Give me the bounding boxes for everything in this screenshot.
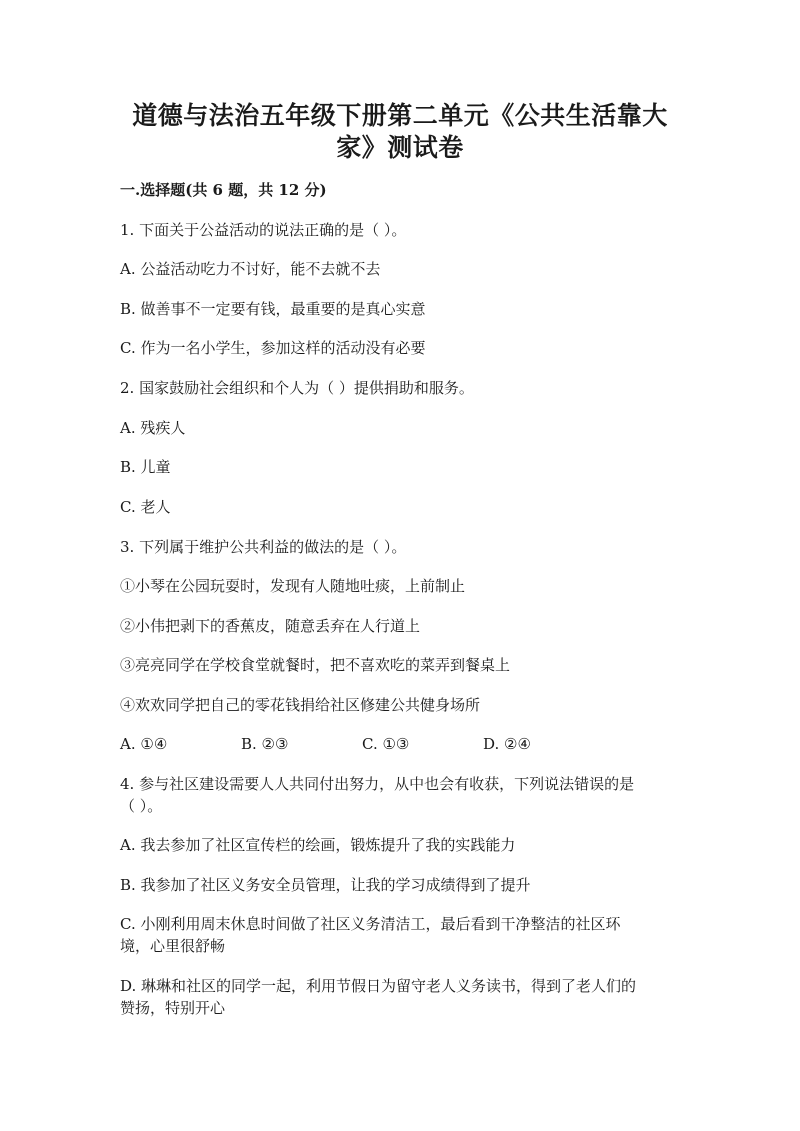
question-3-option-d: D. ②④	[483, 735, 531, 753]
question-2-option-b: B. 儿童	[120, 458, 171, 476]
question-4-stem-line-2: （ ）。	[120, 797, 163, 815]
question-3-stem: 3. 下列属于维护公共利益的做法的是（ ）。	[120, 538, 407, 556]
question-3-statement-1: ①小琴在公园玩耍时，发现有人随地吐痰，上前制止	[120, 577, 466, 595]
question-3-option-c: C. ①③	[362, 735, 410, 753]
page-title-line-1: 道德与法治五年级下册第二单元《公共生活靠大	[132, 101, 668, 130]
question-1-option-c: C. 作为一名小学生，参加这样的活动没有必要	[120, 339, 426, 357]
question-4-option-c-line-2: 境，心里很舒畅	[120, 937, 226, 955]
question-1-option-b: B. 做善事不一定要有钱，最重要的是真心实意	[120, 300, 426, 318]
question-3-statement-2: ②小伟把剥下的香蕉皮，随意丢弃在人行道上	[120, 617, 421, 635]
question-4-option-d-line-1: D. 琳琳和社区的同学一起，利用节假日为留守老人义务读书，得到了老人们的	[120, 977, 637, 995]
question-2-stem: 2. 国家鼓励社会组织和个人为（ ）提供捐助和服务。	[120, 379, 474, 397]
question-4-option-c-line-1: C. 小刚利用周末休息时间做了社区义务清洁工，最后看到干净整洁的社区环	[120, 915, 621, 933]
question-1-option-a: A. 公益活动吃力不讨好，能不去就不去	[120, 260, 381, 278]
question-2-option-a: A. 残疾人	[120, 419, 186, 437]
question-3-statement-4: ④欢欢同学把自己的零花钱捐给社区修建公共健身场所	[120, 696, 481, 714]
question-3-statement-3: ③亮亮同学在学校食堂就餐时，把不喜欢吃的菜弄到餐桌上	[120, 656, 511, 674]
question-4-stem-line-1: 4. 参与社区建设需要人人共同付出努力，从中也会有收获，下列说法错误的是	[120, 775, 635, 793]
question-4-option-b: B. 我参加了社区义务安全员管理，让我的学习成绩得到了提升	[120, 876, 531, 894]
section-heading: 一.选择题(共 6 题，共 12 分)	[120, 181, 327, 199]
question-4-option-a: A. 我去参加了社区宣传栏的绘画，锻炼提升了我的实践能力	[120, 836, 516, 854]
question-3-option-a: A. ①④	[120, 735, 168, 753]
question-2-option-c: C. 老人	[120, 498, 171, 516]
question-4-option-d-line-2: 赞扬，特别开心	[120, 999, 226, 1017]
question-1-stem: 1. 下面关于公益活动的说法正确的是（ ）。	[120, 221, 407, 239]
page-title-line-2: 家》测试卷	[336, 133, 464, 162]
question-3-option-b: B. ②③	[241, 735, 289, 753]
